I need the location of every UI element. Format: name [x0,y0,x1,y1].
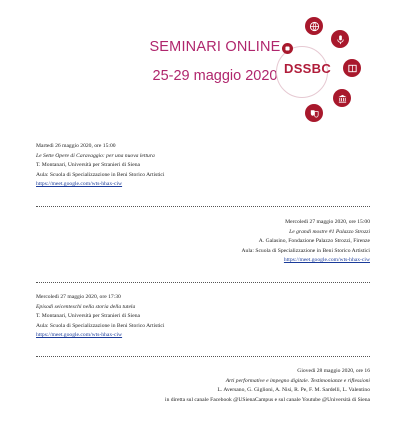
dssbc-logo: DSSBC [284,61,332,76]
event-4-speakers: L. Aversano, G. Giglioni, A. Nisi, R. Pe, F. M. Sardelli, L. Valentino [217,387,370,394]
event-3-link[interactable]: https://meet.google.com/wts-hhax-ciw [36,332,123,339]
event-1-date: Martedì 26 maggio 2020, ore 15:00 [36,143,116,149]
event-1-speakers: T. Montanari, Università per Stranieri di Siena [36,162,140,169]
header-title [140,40,290,83]
event-3-date: Mercoledì 27 maggio 2020, ore 17:30 [36,294,121,300]
event-4-date: Giovedì 28 maggio 2020, ore 16 [297,368,370,374]
building-icon [333,89,351,107]
event-2-aula: Aula: Scuola di Specializzazione in Beni Storico Artistici [241,247,370,254]
event-1-aula: Aula: Scuola di Specializzazione in Beni Storico Artistici [36,171,165,178]
divider-3 [36,356,370,357]
microphone-icon [331,30,349,48]
event-3-aula: Aula: Scuola di Specializzazione in Beni Storico Artistici [36,322,165,329]
event-4-note: in diretta sul canale Facebook @USienaCampus e sul canale Youtube @Università di Siena [165,396,370,403]
title-line-2: 25-29 maggio 2020 [152,67,278,84]
rounded-square-icon [282,43,293,54]
divider-2 [36,282,370,283]
event-2 [242,218,370,266]
globe-icon [305,17,323,35]
event-2-date: Mercoledì 27 maggio 2020, ore 15:00 [285,219,370,225]
event-4 [165,367,370,405]
event-2-title: Le grandi mostre #1 Palazzo Strozzi [289,228,370,235]
event-1-title: Le Sette Opere di Caravaggio: per una nuova lettura [36,152,155,159]
divider-1 [36,206,370,207]
book-icon [343,59,361,77]
title-line-1: SEMINARI ONLINE [149,39,281,55]
event-2-link[interactable]: https://meet.google.com/wts-hhax-ciw [283,257,370,264]
event-1 [36,142,164,190]
event-4-title: Arti performative e impegno digitale. Testimonianze e riflessioni [225,377,370,384]
event-2-speakers: A. Galasino, Fondazione Palazzo Strozzi, Firenze [258,238,370,245]
event-3-title: Episodi seicenteschi nella storia della tutela [36,303,136,310]
event-3-speakers: T. Montanari, Università per Stranieri di Siena [36,313,140,320]
theater-masks-icon [305,104,323,122]
event-3 [36,293,164,341]
event-1-link[interactable]: https://meet.google.com/wts-hhax-ciw [36,181,123,188]
